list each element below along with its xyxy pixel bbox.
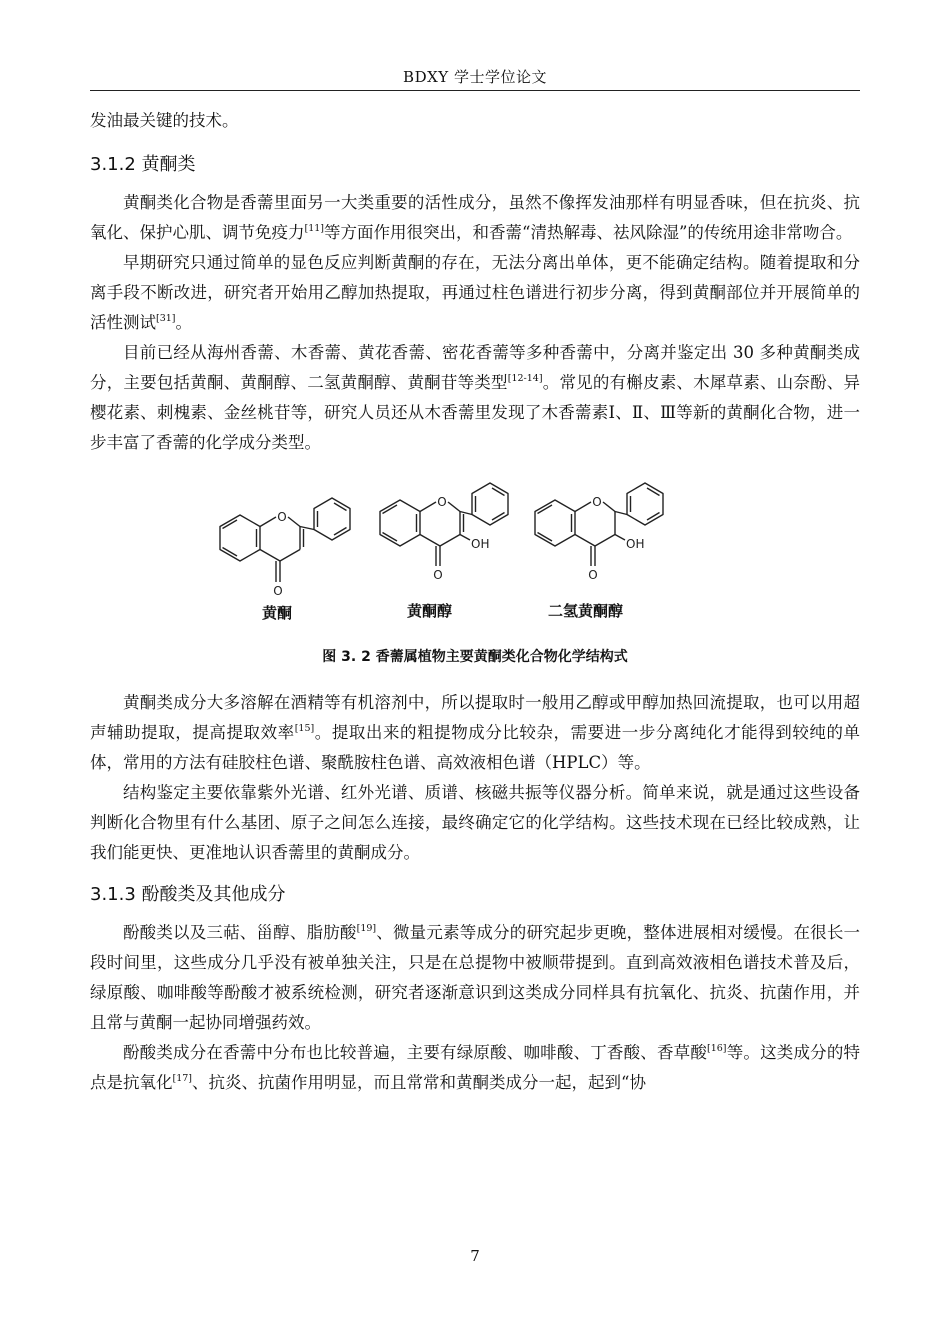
paragraph-text: 酚酸类成分在香薷中分布也比较普遍，主要有绿原酸、咖啡酸、丁香酸、香草酸	[123, 1043, 707, 1062]
atom-oxygen: O	[592, 495, 602, 509]
paragraph: 结构鉴定主要依靠紫外光谱、红外光谱、质谱、核磁共振等仪器分析。简单来说，就是通过这些设备判断化合物里有什么基团、原子之间怎么连接，最终确定它的化学结构。这些技术现在已经比较成熟，让我们能更快、更准地认识香薷里的黄酮成分。	[90, 783, 860, 862]
paragraph-text: 。	[175, 313, 193, 332]
atom-oxygen: O	[273, 584, 283, 598]
paragraph-continued: 发油最关键的技术。	[90, 111, 239, 130]
paragraph	[90, 248, 860, 338]
paragraph-text: 等。这类成分的特点是抗氧化	[90, 1043, 861, 1092]
paragraph	[90, 1038, 860, 1098]
atom-hydroxyl: OH	[626, 537, 645, 551]
molecule-label-flavone: 黄酮	[262, 604, 293, 622]
paragraph	[90, 188, 860, 248]
atom-oxygen: O	[433, 568, 443, 582]
atom-oxygen: O	[588, 568, 598, 582]
paragraph-text: 。常见的有槲皮素、木犀草素、山奈酚、异樱花素、刺槐素、金丝桃苷等，研究人员还从木香薷里发现了木香薷素Ⅰ、Ⅱ、Ⅲ等新的黄酮化合物，进一步丰富了香薷的化学成分类型。	[90, 373, 861, 452]
paragraph-text: 早期研究只通过简单的显色反应判断黄酮的存在，无法分离出单体，更不能确定结构。随着提取和分离手段不断改进，研究者开始用乙醇加热提取，再通过柱色谱进行初步分离，得到黄酮部位并开展简单的活性测试	[90, 253, 860, 332]
molecule-label-flavonol: 黄酮醇	[407, 602, 453, 620]
page-body	[90, 106, 860, 1098]
paragraph-text: 酚酸类以及三萜、甾醇、脂肪酸	[123, 923, 357, 942]
figure-caption: 图 3. 2 香薷属植物主要黄酮类化合物化学结构式	[322, 649, 628, 665]
citation[interactable]: [19]	[356, 923, 377, 934]
paragraph-text: 黄酮类化合物是香薷里面另一大类重要的活性成分，虽然不像挥发油那样有明显香味，但在抗炎、抗氧化、保护心肌、调节免疫力	[90, 193, 860, 242]
citation[interactable]: [12-14]	[507, 373, 543, 384]
paragraph-text: 、抗炎、抗菌作用明显，而且常常和黄酮类成分一起，起到“协	[192, 1073, 646, 1092]
citation[interactable]: [31]	[156, 313, 176, 324]
paragraph-text: 。提取出来的粗提物成分比较杂，需要进一步分离纯化才能得到较纯的单体，常用的方法有硅胶柱色谱、聚酰胺柱色谱、高效液相色谱（HPLC）等。	[90, 723, 861, 772]
citation[interactable]: [11]	[304, 223, 325, 234]
atom-hydroxyl: OH	[471, 537, 490, 551]
chemical-structures-figure	[90, 470, 860, 640]
citation[interactable]: [15]	[294, 723, 315, 734]
paragraph	[90, 338, 860, 458]
molecule-label-dihydroflavonol: 二氢黄酮醇	[548, 602, 624, 620]
atom-oxygen: O	[437, 495, 447, 509]
paragraph-text: 等方面作用很突出，和香薷“清热解毒、祛风除湿”的传统用途非常吻合。	[324, 223, 853, 242]
paragraph	[90, 688, 860, 778]
paragraph-text: 、微量元素等成分的研究起步更晚，整体进展相对缓慢。在很长一段时间里，这些成分几乎没有被单独关注，只是在总提物中被顺带提到。直到高效液相色谱技术普及后，绿原酸、咖啡酸等酚酸才被系统检测，研究者逐渐意识到这类成分同样具有抗氧化、抗炎、抗菌作用，并且常与黄酮一起协同增强药效。	[90, 923, 861, 1032]
paragraph-text: 黄酮类成分大多溶解在酒精等有机溶剂中，所以提取时一般用乙醇或甲醇加热回流提取，也可以用超声辅助提取，提高提取效率	[90, 693, 860, 742]
section-heading-3-1-3: 3.1.3 酚酸类及其他成分	[90, 884, 286, 905]
page-number: 7	[470, 1247, 480, 1265]
paragraph-text: 目前已经从海州香薷、木香薷、黄花香薷、密花香薷等多种香薷中，分离并鉴定出 30 多种黄酮类成分，主要包括黄酮、黄酮醇、二氢黄酮醇、黄酮苷等类型	[90, 343, 860, 392]
figure-flavonoid-structures	[90, 470, 860, 640]
section-heading-3-1-2: 3.1.2 黄酮类	[90, 154, 196, 175]
citation[interactable]: [17]	[172, 1073, 193, 1084]
paragraph	[90, 918, 860, 1038]
citation[interactable]: [16]	[707, 1043, 727, 1054]
header-rule	[90, 90, 860, 91]
running-header: BDXY 学士学位论文	[403, 68, 547, 86]
atom-oxygen: O	[277, 510, 287, 524]
